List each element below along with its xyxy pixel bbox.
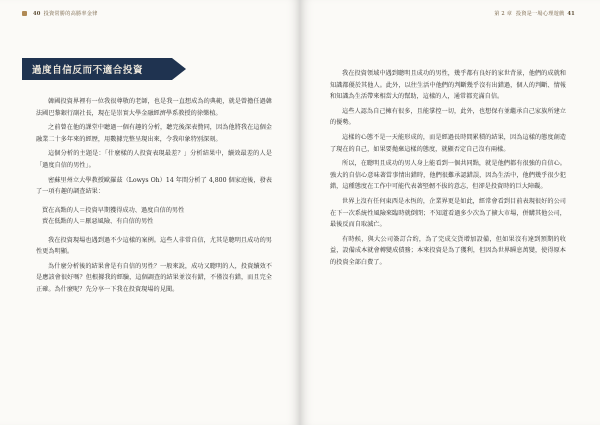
right-page-body	[330, 68, 566, 272]
body-paragraph: 我在投資領域中遇到聰明且成功的男性，幾乎都有良好的家世背景，他們的成就和知識都優於其他人。此外，以往生活中他們的判斷幾乎沒有出錯過，個人的判斷、情報和知識為生活帶來相當大的幫助，這樣的人，通常都充滿自信。	[330, 70, 566, 101]
right-header-title: 投資是一場心理遊戲	[515, 11, 565, 17]
section-title-banner	[22, 58, 172, 80]
body-paragraph: 這些人認為自己擁有很多，且能掌控一切，此外，也想保有並繼承自己家族所建立的優勢。	[330, 107, 566, 127]
left-header-title: 投資常勝的高勝率金律	[43, 11, 98, 17]
body-paragraph: 這個分析的主題是：「什麼樣的人投資表現最差？」分析結果中，續效最差的人是「過度自信的男性」。	[36, 150, 272, 169]
body-paragraph: 這樣的心態不是一天能形成的，而是經過長時間累積的結果，因為這樣的態度創造了現在的自己，如果要拋棄這樣的態度，就顯否定自己沒有兩樣。	[330, 133, 566, 153]
section-title: 過度自信反而不適合投資	[32, 65, 144, 76]
header-ornament-icon	[22, 11, 27, 16]
right-page	[300, 0, 600, 425]
left-page-number: 40	[33, 11, 41, 17]
left-page-header	[22, 10, 98, 17]
body-paragraph: 世界上沒有任何東西是永恆的，企業界更是如此，經常會看到目前表現很好的公司在下一次系統性風險來臨時就倒閉；不知道看過多少次為了擴大市場，併購其他公司，最後反而自取滅亡。	[330, 197, 566, 229]
quote-line: 買在高點的人＝投資早期獲得成功、過度自信的男性	[42, 206, 185, 214]
body-paragraph: 韓國投資界裡有一位我很尊敬的老師，也是我一直想成為的典範，就是曾擔任過韓法國巴黎銀行副社長，現在是崇實大學金融經濟學系教授的徐樂植。	[36, 98, 272, 117]
right-page-header	[494, 10, 578, 17]
left-page-body	[36, 96, 272, 299]
body-paragraph: 有時候，與大公司簽訂合約，為了完成交貨增加設備，但如果沒有達到預期的收益，設備成本就會轉變成債務；本來投資是為了獲利，但因為世界瞬息萬變，使得原本的投資全部白費了。	[330, 235, 566, 266]
body-paragraph: 為什麼分析後的結果會是有自信的男性？一般來說，成功又聰明的人，投資續效不是應該會很好嗎？但根據我的經驗，這個調查的結果並沒有錯，不僅沒有錯，而且完全正確。為什麼呢？先分享一下我在投資現場的見聞。	[36, 262, 272, 293]
body-paragraph: 所以，在聰明且成功的男人身上能看到一個共同點，就是他們都有很強的自信心。強大的自信心意味著當事情出錯時，他們很難承認錯誤，因為生活中，他們幾乎很少犯錯，這種態度在工作中可能代表著堅韌不拔的意志，但卻是投資時的巨大障礙。	[330, 160, 566, 191]
body-paragraph: 之前曾在他的課堂中聽過一個有趣的分析，聽完後深表贊同，因為他將我在這個金融業二十多年來的經歷，用數據完整呈現出來，令我印象特別深刻。	[36, 124, 272, 143]
right-header-chapter: 第 2 章	[494, 11, 513, 17]
quote-line: 賣在低點的人＝厭惡風險、有自信的男性	[42, 218, 154, 226]
survey-quote	[42, 205, 272, 228]
body-paragraph: 我在投資現場也遇到過不少這樣的案例。這些人非常自信，尤其是聰明且成功的男性更為明顯。	[36, 236, 272, 256]
right-page-number: 41	[567, 11, 575, 17]
body-paragraph: 密蘇里州立大學教授歐羅茲（Lowys Oh）14 年間分析了 4,800 個家庭後，發表了一項有趣的調查結果：	[36, 176, 272, 196]
